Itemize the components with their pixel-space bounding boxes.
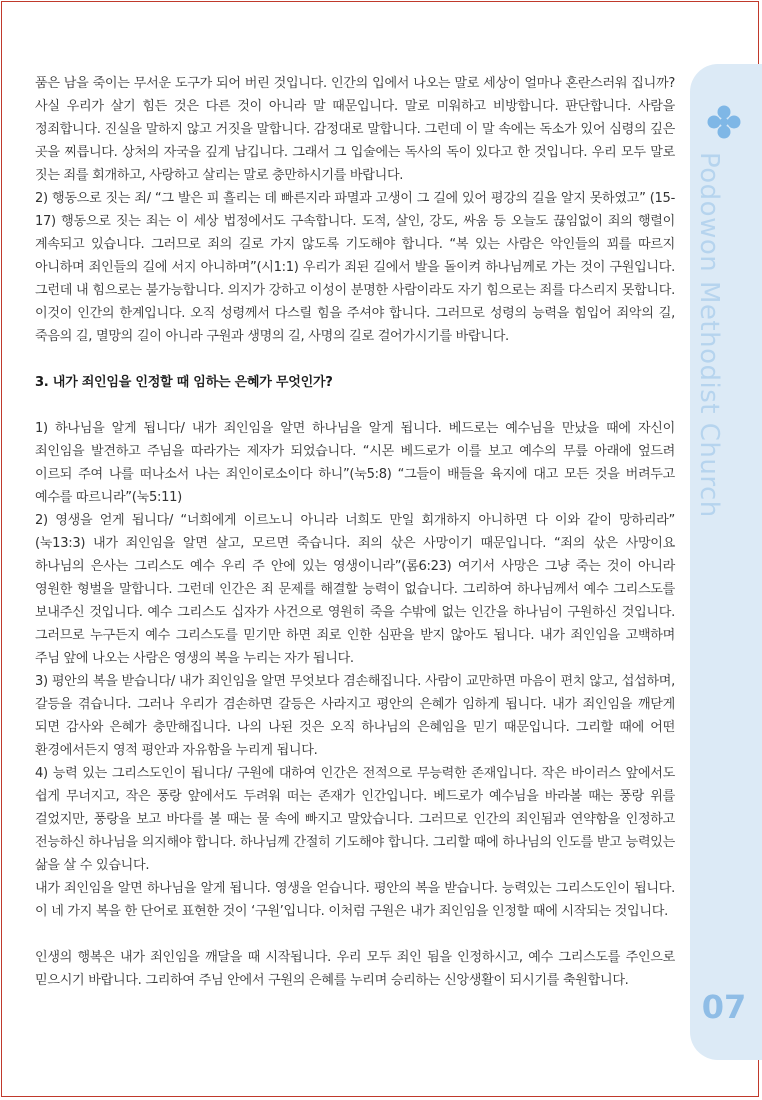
point-paragraph: 2) 영생을 얻게 됩니다/ “너희에게 이르노니 아니라 너희도 만일 회개하지 아니하면 다 이와 같이 망하리라” (눅13:3) 내가 죄인임을 알면 살고, 모르면 죽습니다. 죄의 삯은 사망이기 때문입니다. “죄의 삯은 사망이요 하나님의 은사는 그리스도 예수 우리 주 안에 있는 영생이니라”(롬6:23) 여기서 사망은 그냥 죽는 것이 아니라 영원한 형벌을 말합니다. 그런데 인간은 죄 문제를 해결할 능력이 없습니다. 그리하여 하나님께서 예수 그리스도를 보내주신 것입니다. 예수 그리스도 십자가 사건으로 영원히 죽을 수밖에 없는 인간을 하나님이 구원하신 것입니다. 그러므로 누구든지 예수 그리스도를 믿기만 하면 죄로 인한 심판을 받지 않아도 됩니다. 내가 죄인임을 고백하며 주님 앞에 나오는 사람은 영생의 복을 누리는 자가 됩니다. xyxy=(35,513,675,666)
paragraph: 2) 행동으로 짓는 죄/ “그 발은 피 흘리는 데 빠른지라 파멸과 고생이 그 길에 있어 평강의 길을 알지 못하였고” (15-17) 행동으로 짓는 죄는 이 세상 법정에서도 구속합니다. 도적, 살인, 강도, 싸움 등 오늘도 끊임없이 죄의 행렬이 계속되고 있습니다. 그러므로 죄의 길로 가지 않도록 기도해야 합니다. “복 있는 사람은 악인들의 꾀를 따르지 아니하며 죄인들의 길에 서지 아니하며”(시1:1) 우리가 죄된 길에서 발을 돌이켜 하나님께로 가는 것이 구원입니다. 그런데 내 힘으로는 불가능합니다. 의지가 강하고 이성이 분명한 사람이라도 자기 힘으로는 죄를 다스리지 못합니다. 이것이 인간의 한계입니다. 오직 성령께서 다스릴 힘을 주셔야 합니다. 그러므로 성령의 능력을 힘입어 죄악의 길, 죽음의 길, 멸망의 길이 아니라 구원과 생명의 길, 사명의 길로 걸어가시기를 바랍니다. xyxy=(35,191,675,344)
point-paragraph: 1) 하나님을 알게 됩니다/ 내가 죄인임을 알면 하나님을 알게 됩니다. 베드로는 예수님을 만났을 때에 자신이 죄인임을 발견하고 주님을 따라가는 제자가 되었습니다. “시몬 베드로가 이를 보고 예수의 무릎 아래에 엎드려 이르되 주여 나를 떠나소서 나는 죄인이로소이다 하니”(눅5:8) “그들이 배들을 육지에 대고 모든 것을 버려두고 예수를 따르니라”(눅5:11) xyxy=(35,421,675,505)
point-paragraph: 4) 능력 있는 그리스도인이 됩니다/ 구원에 대하여 인간은 전적으로 무능력한 존재입니다. 작은 바이러스 앞에서도 쉽게 무너지고, 작은 풍랑 앞에서도 두려워 떠는 존재가 인간입니다. 베드로가 예수님을 바라볼 때는 풍랑 위를 걸었지만, 풍랑을 보고 바다를 볼 때는 물 속에 빠지고 말았습니다. 그러므로 인간의 죄인됨과 연약함을 인정하고 전능하신 하나님을 의지해야 합니다. 하나님께 간절히 기도해야 합니다. 그리할 때에 하나님의 인도를 받고 능력있는 삶을 살 수 있습니다. xyxy=(35,766,675,873)
closing-paragraph: 인생의 행복은 내가 죄인임을 깨달을 때 시작됩니다. 우리 모두 죄인 됨을 인정하시고, 예수 그리스도를 주인으로 믿으시기 바랍니다. 그리하여 주님 안에서 구원의 은혜를 누리며 승리하는 신앙생활이 되시기를 축원합니다. xyxy=(35,950,675,988)
sermon-body xyxy=(35,72,675,992)
church-name: Podowon Methodist Church xyxy=(694,152,724,518)
church-logo-icon xyxy=(706,104,742,140)
section-heading: 3. 내가 죄인임을 인정할 때 임하는 은혜가 무엇인가? xyxy=(35,375,333,390)
spacer xyxy=(35,923,675,946)
summary-paragraph: 내가 죄인임을 알면 하나님을 알게 됩니다. 영생을 얻습니다. 평안의 복을 받습니다. 능력있는 그리스도인이 됩니다. 이 네 가지 복을 한 단어로 표현한 것이 ‘구원’입니다. 이처럼 구원은 내가 죄인임을 인정할 때에 시작되는 것입니다. xyxy=(35,881,675,919)
page-number: 07 xyxy=(701,988,747,1026)
paragraph: 품은 남을 죽이는 무서운 도구가 되어 버린 것입니다. 인간의 입에서 나오는 말로 세상이 얼마나 혼란스러워 집니까? 사실 우리가 살기 힘든 것은 다른 것이 아니라 말 때문입니다. 말로 미워하고 비방합니다. 판단합니다. 사람을 정죄합니다. 진실을 말하지 않고 거짓을 말합니다. 감정대로 말합니다. 그런데 이 말 속에는 독소가 있어 심령의 깊은 곳을 찌릅니다. 상처의 자국을 깊게 남깁니다. 그래서 그 입술에는 독사의 독이 있다고 한 것입니다. 우리 모두 말로 짓는 죄를 회개하고, 사랑하고 살리는 말로 충만하시기를 바랍니다. xyxy=(35,76,675,183)
point-paragraph: 3) 평안의 복을 받습니다/ 내가 죄인임을 알면 무엇보다 겸손해집니다. 사람이 교만하면 마음이 편치 않고, 섭섭하며, 갈등을 겪습니다. 그러나 우리가 겸손하면 갈등은 사라지고 평안의 은혜가 임하게 됩니다. 내가 죄인임을 깨닫게 되면 감사와 은혜가 충만해집니다. 나의 나된 것은 오직 하나님의 은혜임을 믿기 때문입니다. 그리할 때에 어떤 환경에서든지 영적 평안과 자유함을 누리게 됩니다. xyxy=(35,674,675,758)
